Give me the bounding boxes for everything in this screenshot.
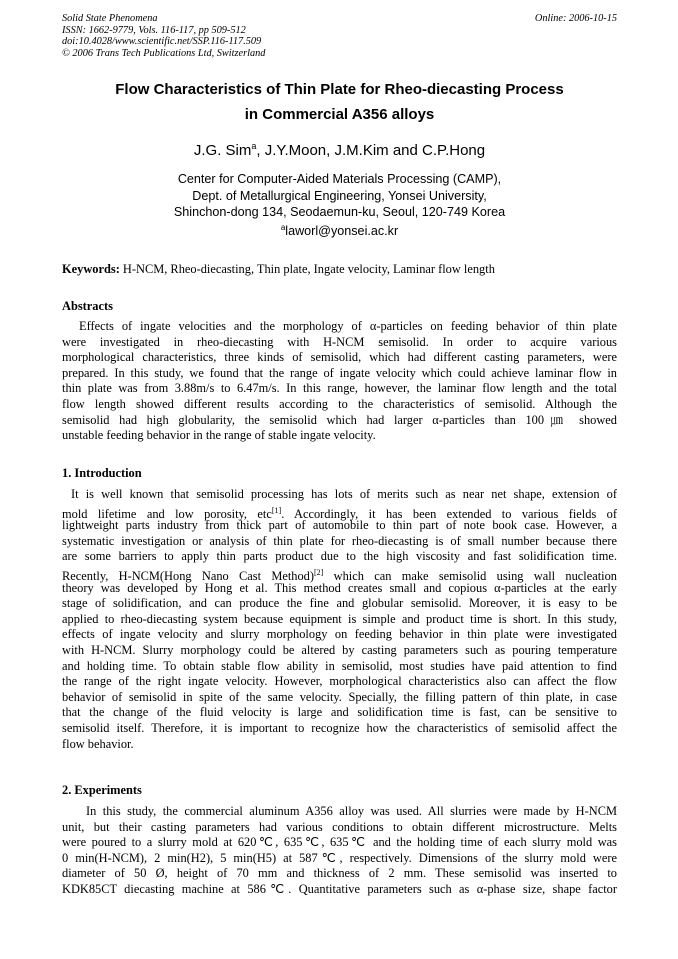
journal-header (62, 13, 617, 59)
author-rest: , J.Y.Moon, J.M.Kim and C.P.Hong (256, 142, 486, 159)
abstract-line: were investigated in rheo-diecasting with H-NCM semisolid. In order to acquire various (62, 334, 617, 349)
abstract-line: Effects of ingate velocities and the morphology of α-particles on feeding behavior of thin plate (79, 319, 617, 333)
abstract-line: semisolid had high globularity, the semisolid which had larger α-particles than 100㎛ showed (62, 412, 617, 427)
experiments-line: unit, but their casting parameters had various conditions to obtain different microstructure. Melts (62, 819, 617, 834)
abstract-line: morphological characteristics, three kinds of semisolid, which had different casting parameters, were (62, 350, 617, 365)
author-first-sup: a (251, 141, 257, 151)
intro-line: systematic investigation or analysis of thin plate for rheo-diecasting is of small number because there (62, 533, 617, 548)
email-sup: a (280, 223, 286, 232)
intro-line (62, 503, 617, 519)
intro-line (62, 565, 617, 584)
intro-line: the range of the right ingate velocity. However, morphological characteristics also can affect the flow (62, 674, 617, 689)
intro-line: stage of solidification, and can produce the fine and globular semisolid. Moreover, it is easy to be (62, 596, 617, 611)
intro-line: and holding time. To obtain stable flow ability in semisolid, most studies have paid attention to find (62, 658, 617, 673)
introduction-heading: 1. Introduction (62, 466, 142, 480)
citation-2: [2] (314, 567, 324, 577)
journal-name: Solid State Phenomena (62, 13, 158, 24)
paper-title-line-1: Flow Characteristics of Thin Plate for Rheo-diecasting Process (115, 81, 564, 98)
affiliation-line-3: Shinchon-dong 134, Seodaemun-ku, Seoul, 120-749 Korea (173, 205, 506, 219)
intro-line: that the change of the fluid velocity is large and solidification time is fast, can be sensitive to (62, 705, 617, 720)
intro-line: are some barriers to apply thin parts product due to the high viscosity and fast solidification time. (62, 549, 617, 564)
issn-line: ISSN: 1662-9779, Vols. 116-117, pp 509-512 (62, 24, 246, 36)
experiments-line: diameter of 50 Ø, height of 70 mm and thickness of 2 mm. These semisolid was inserted to (62, 866, 617, 881)
abstract-line: thin plate was from 3.88m/s to 6.47m/s. In this range, however, the laminar flow length and the total (62, 381, 617, 396)
intro-line: effects of ingate velocity and slurry morphology on feeding behavior in thin plate were investigated (62, 627, 617, 642)
intro-text: Recently, H-NCM(Hong Nano Cast Method) (62, 569, 315, 584)
experiments-line: In this study, the commercial aluminum A356 alloy was used. All slurries were made by H-NCM (86, 804, 617, 818)
intro-line: behavior of semisolid in spite of the same velocity. Specially, the filling pattern of thin plate, in case (62, 689, 617, 704)
intro-line: It is well known that semisolid processing has lots of merits such as near net shape, extension of (71, 487, 617, 501)
experiments-line: were poured to a slurry mold at 620℃, 635℃, 635℃ and the holding time of each slurry mold was (62, 835, 617, 850)
doi-line: doi:10.4028/www.scientific.net/SSP.116-117.509 (62, 36, 262, 48)
intro-line: lightweight parts industry from thick part of automobile to thin part of note book case. However, a (62, 518, 617, 533)
intro-line: semisolid itself. Therefore, it is important to recognize how the characteristics of semisolid affect the (62, 720, 617, 735)
intro-line: with H-NCM. Slurry morphology could be altered by casting parameters such as pouring temperature (62, 642, 617, 657)
intro-text: mold lifetime and low porosity, etc (62, 506, 272, 521)
paper-title-line-2: in Commercial A356 alloys (244, 106, 435, 123)
author-list (62, 141, 617, 159)
email-text: laworl@yonsei.ac.kr (285, 224, 399, 239)
affiliation-line-2: Dept. of Metallurgical Engineering, Yonsei University, (192, 189, 487, 203)
author-first: J.G. Sim (193, 142, 252, 159)
intro-line: theory was developed by Hong et al. This method creates small and copious α-particles at the early (62, 580, 617, 595)
keywords-text: H-NCM, Rheo-diecasting, Thin plate, Ingate velocity, Laminar flow length (119, 262, 495, 276)
intro-text: . Accordingly, it has been extended to various fields of (281, 506, 617, 521)
intro-line: flow behavior. (62, 736, 134, 751)
abstract-line: flow length showed different results according to the characteristics of semisolid. Although the (62, 396, 617, 411)
author-email (62, 223, 617, 238)
experiments-line: KDK85CT diecasting machine at 586℃. Quantitative parameters such as α-phase size, shape factor (62, 881, 617, 896)
abstract-body (62, 319, 617, 444)
citation-1: [1] (271, 505, 282, 515)
experiments-heading: 2. Experiments (62, 783, 142, 797)
abstract-line: prepared. In this study, we found that the range of ingate velocity which could achieve laminar flow in (62, 365, 617, 380)
intro-text: which can make semisolid using wall nucleation (323, 569, 617, 584)
copyright-line: © 2006 Trans Tech Publications Ltd, Switzerland (62, 47, 266, 59)
experiments-body (62, 804, 617, 898)
keywords (62, 262, 617, 278)
online-date: Online: 2006-10-15 (534, 13, 617, 24)
abstract-heading: Abstracts (62, 299, 113, 313)
affiliation-line-1: Center for Computer-Aided Materials Processing (CAMP), (177, 172, 502, 186)
abstract-line: unstable feeding behavior in the range of stable ingate velocity. (62, 428, 376, 443)
introduction-body (62, 487, 617, 752)
keywords-label: Keywords: (62, 262, 120, 276)
experiments-line: 0 min(H-NCM), 2 min(H2), 5 min(H5) at 587℃, respectively. Dimensions of the slurry mold were (62, 850, 617, 865)
intro-line: applied to rheo-diecasting system because equipment is simple and product time is short. In this study, (62, 611, 617, 626)
